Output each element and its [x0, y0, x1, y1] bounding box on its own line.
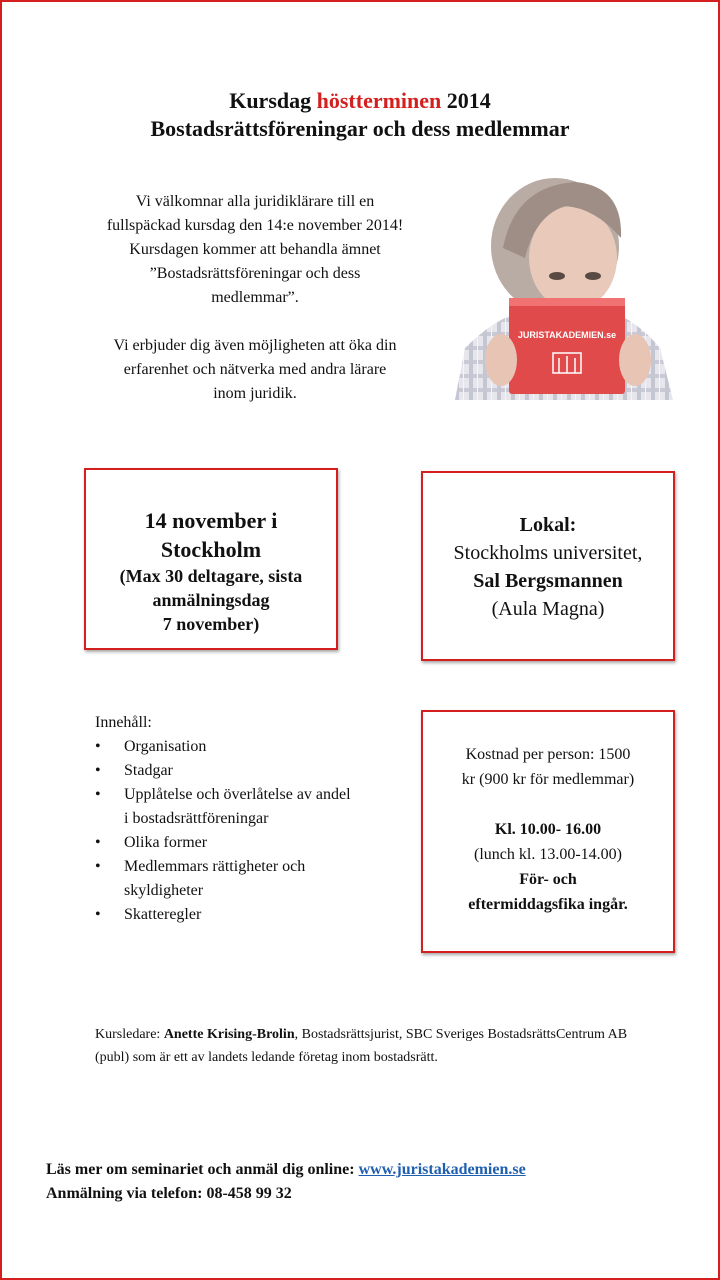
course-leader: [95, 1024, 655, 1069]
content-heading: Innehåll:: [95, 714, 152, 731]
intro-line: Vi välkomnar alla juridiklärare till en: [135, 193, 375, 210]
list-item: • Skatteregler: [95, 903, 355, 927]
intro-line: erfarenhet och nätverka med andra lärare: [123, 361, 387, 378]
footer-line-1: [46, 1158, 706, 1182]
list-item: • Medlemmars rättigheter och skyldigheter: [95, 855, 355, 903]
title-highlight: höstterminen: [316, 88, 442, 113]
person-with-book-image: [455, 178, 673, 400]
content-list: [95, 735, 355, 927]
person-illustration: [455, 178, 673, 400]
title-prefix: Kursdag: [229, 88, 317, 113]
intro-line: Kursdagen kommer att behandla ämnet: [129, 241, 381, 258]
venue-room: Sal Bergsmannen: [473, 570, 623, 592]
cost-box: [421, 710, 675, 953]
fika-line-2: eftermiddagsfika ingår.: [468, 896, 628, 913]
list-item: • Upplåtelse och överlåtelse av andel i bostadsrättföreningar: [95, 783, 355, 831]
book-label: JURISTAKADEMIEN.se: [517, 330, 617, 340]
member-cost-line: kr (900 kr för medlemmar): [461, 771, 635, 788]
course-content: [95, 711, 355, 927]
leader-label: Kursledare:: [95, 1027, 164, 1042]
phone-line: Anmälning via telefon: 08-458 99 32: [46, 1185, 292, 1202]
date-box: [84, 468, 338, 650]
course-subtitle: Bostadsrättsföreningar och dess medlemmar: [150, 116, 570, 141]
title-year: 2014: [441, 88, 491, 113]
time-line: Kl. 10.00- 16.00: [494, 821, 602, 838]
venue-heading: Lokal:: [519, 514, 577, 536]
footer-text: Läs mer om seminariet och anmäl dig online:: [46, 1161, 359, 1178]
intro-line: inom juridik.: [213, 385, 297, 402]
participants-line: (Max 30 deltagare, sista: [119, 566, 303, 586]
intro-text: [70, 190, 440, 406]
book: [509, 298, 625, 394]
footer: [46, 1158, 706, 1206]
leader-description: , Bostadsrättsjurist, SBC Sveriges BostadsrättsCentrum AB (publ) som är ett av landets ledande företag inom bostadsrätt.: [95, 1027, 628, 1065]
deadline-date: 7 november): [162, 614, 260, 634]
deadline-label: anmälningsdag: [152, 590, 270, 610]
venue-hall: (Aula Magna): [491, 598, 605, 620]
fika-line: För- och: [519, 871, 577, 888]
course-title: [0, 88, 720, 114]
city-line: Stockholm: [160, 537, 262, 562]
venue-box: [421, 471, 675, 661]
venue-university: Stockholms universitet,: [453, 542, 643, 564]
leader-name: Anette Krising-Brolin: [163, 1027, 295, 1042]
website-link[interactable]: www.juristakademien.se: [358, 1161, 526, 1178]
intro-line: Vi erbjuder dig även möjligheten att öka din: [113, 337, 397, 354]
intro-line: fullspäckad kursdag den 14:e november 2014!: [106, 217, 404, 234]
lunch-line: (lunch kl. 13.00-14.00): [474, 846, 622, 863]
list-item: • Organisation: [95, 735, 355, 759]
cost-line: Kostnad per person: 1500: [465, 746, 631, 763]
intro-line: ”Bostadsrättsföreningar och dess: [149, 265, 361, 282]
list-item: • Olika former: [95, 831, 355, 855]
list-item: • Stadgar: [95, 759, 355, 783]
date-line: 14 november i: [144, 508, 278, 533]
intro-line: medlemmar”.: [211, 289, 299, 306]
